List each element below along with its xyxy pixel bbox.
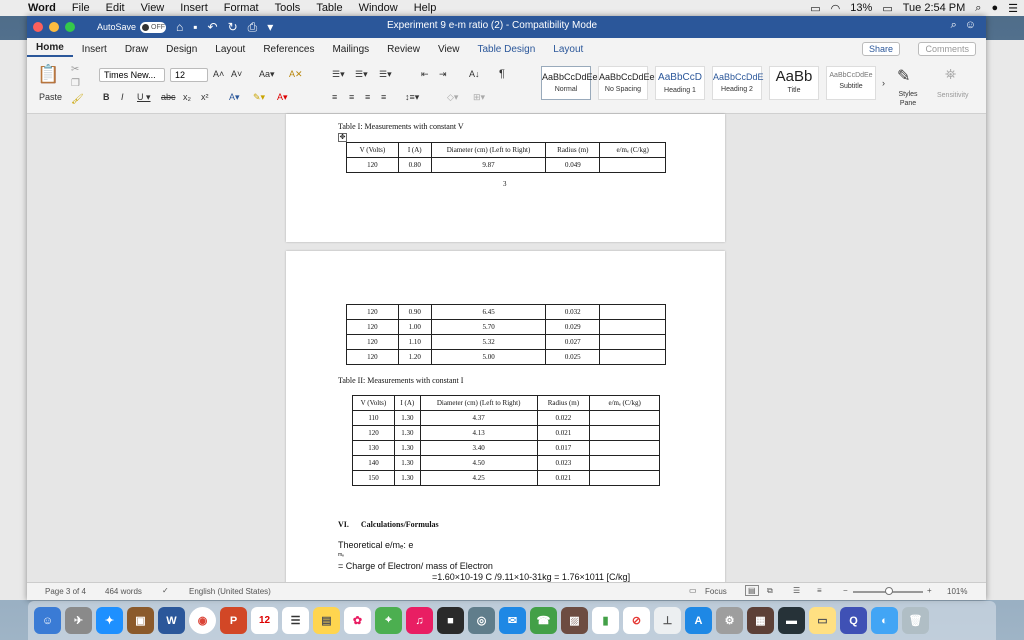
text-effects-icon[interactable]: A▾: [229, 92, 240, 102]
page-3: [286, 114, 725, 242]
table-header-cell[interactable]: I (A): [398, 143, 431, 158]
table-cell[interactable]: 0.022: [537, 411, 590, 426]
justify-icon[interactable]: ≡: [381, 92, 387, 102]
tab-view[interactable]: View: [437, 43, 460, 55]
terminal-icon[interactable]: ▬: [778, 607, 805, 634]
table-cell[interactable]: 120: [347, 335, 399, 350]
menu-help[interactable]: Help: [413, 2, 437, 14]
photos-icon[interactable]: ✿: [344, 607, 371, 634]
table-cell[interactable]: 3.40: [420, 441, 537, 456]
table-row: [347, 158, 666, 173]
smiley-feedback-icon[interactable]: ☺: [964, 19, 976, 31]
style-title[interactable]: [769, 66, 819, 100]
zoom-slider[interactable]: [853, 591, 923, 593]
tab-insert[interactable]: Insert: [81, 43, 107, 55]
styles-pane-button[interactable]: Styles Pane: [898, 91, 918, 107]
table-cell[interactable]: [590, 426, 660, 441]
sort-icon[interactable]: A↓: [469, 69, 480, 79]
photo-booth-icon[interactable]: ◎: [468, 607, 495, 634]
style-no-spacing-label: No Spacing: [604, 86, 642, 93]
background-window-left: [0, 40, 27, 600]
siri-icon[interactable]: ●: [991, 2, 999, 14]
undo-icon[interactable]: ↶: [207, 20, 218, 34]
style-heading2[interactable]: [712, 66, 762, 100]
stickies-icon[interactable]: ▭: [809, 607, 836, 634]
menu-table[interactable]: Table: [316, 2, 343, 14]
table-cell[interactable]: 0.021: [537, 426, 590, 441]
grow-font-icon[interactable]: A˄: [213, 69, 225, 79]
table-row: [347, 320, 666, 335]
style-title-preview: AaBb: [775, 68, 813, 85]
superscript-icon[interactable]: x²: [201, 92, 209, 102]
style-heading1[interactable]: [655, 66, 705, 100]
table-cell[interactable]: [600, 350, 666, 365]
notification-center-icon[interactable]: ☰: [1008, 2, 1018, 15]
table-cell[interactable]: 140: [353, 456, 395, 471]
draft-view-icon[interactable]: ≡: [817, 586, 822, 595]
outline-view-icon[interactable]: ☰: [793, 586, 801, 595]
battery-icon[interactable]: ▭: [882, 2, 893, 15]
styles-pane-icon[interactable]: ✎: [897, 68, 911, 85]
table-cell[interactable]: 0.025: [546, 350, 600, 365]
font-color-icon[interactable]: A▾: [277, 92, 288, 102]
finder-icon[interactable]: ☺: [34, 607, 61, 634]
table-header-cell[interactable]: I (A): [394, 396, 420, 411]
language[interactable]: English (United States): [189, 587, 271, 596]
table-row: [353, 471, 660, 486]
word-count[interactable]: 464 words: [105, 587, 142, 596]
table-cell[interactable]: 1.00: [398, 320, 431, 335]
table-header-cell[interactable]: V (Volts): [347, 143, 399, 158]
music-icon[interactable]: ♫: [406, 607, 433, 634]
table-header-cell[interactable]: V (Volts): [353, 396, 395, 411]
table-cell[interactable]: [590, 456, 660, 471]
zoom-out-icon[interactable]: −: [843, 586, 848, 595]
menu-app-name[interactable]: Word: [28, 2, 56, 14]
notes-icon[interactable]: ▤: [313, 607, 340, 634]
theoretical-label: Theoretical e/mₑ: e: [338, 540, 414, 550]
tab-design[interactable]: Design: [166, 43, 198, 55]
align-right-icon[interactable]: ≡: [365, 92, 371, 102]
airplay-icon[interactable]: ▭: [810, 2, 821, 15]
paste-icon[interactable]: 📋: [37, 64, 60, 84]
change-case-icon[interactable]: Aa▾: [259, 69, 275, 79]
home-icon[interactable]: ⌂: [176, 20, 184, 34]
table-cell[interactable]: 0.029: [546, 320, 600, 335]
print-icon[interactable]: ⎙: [247, 19, 258, 34]
autosave-control[interactable]: [97, 22, 166, 33]
menu-window[interactable]: Window: [358, 2, 398, 14]
powerpoint-icon[interactable]: P: [220, 607, 247, 634]
gpu-utility-icon[interactable]: ▦: [747, 607, 774, 634]
section-heading: [338, 520, 439, 529]
format-painter-icon[interactable]: 🖌: [71, 94, 84, 105]
cut-icon[interactable]: ✂: [71, 64, 80, 75]
section-number: VI.: [338, 520, 349, 529]
table1-caption: Table I: Measurements with constant V: [338, 122, 464, 131]
table-cell[interactable]: 5.70: [431, 320, 546, 335]
table-row: [347, 305, 666, 320]
table-header-cell[interactable]: Radius (m): [537, 396, 590, 411]
table-cell[interactable]: 150: [353, 471, 395, 486]
table-cell[interactable]: 1.30: [394, 411, 420, 426]
style-heading2-preview: AaBbCcDdE: [713, 72, 764, 82]
web-layout-icon[interactable]: ⧉: [767, 586, 773, 595]
autosave-label: AutoSave: [97, 22, 137, 32]
style-subtitle-preview: AaBbCcDdEe: [829, 72, 873, 79]
shrink-font-icon[interactable]: A˅: [231, 69, 243, 79]
align-center-icon[interactable]: ≡: [349, 92, 355, 102]
page-count[interactable]: Page 3 of 4: [45, 587, 86, 596]
zoom-window-icon[interactable]: [65, 22, 75, 32]
table-header-cell[interactable]: Diameter (cm) (Left to Right): [420, 396, 537, 411]
menu-edit[interactable]: Edit: [105, 2, 125, 14]
tab-mailings[interactable]: Mailings: [332, 43, 370, 55]
table-cell[interactable]: [600, 158, 666, 173]
table-cell[interactable]: 120: [347, 305, 399, 320]
close-window-icon[interactable]: [33, 22, 43, 32]
app-store-icon[interactable]: A: [685, 607, 712, 634]
mac-menubar: [0, 0, 1024, 16]
menu-insert[interactable]: Insert: [180, 2, 208, 14]
paste-button-label[interactable]: Paste: [39, 92, 63, 102]
quicktime-icon[interactable]: Q: [840, 607, 867, 634]
table-header-cell[interactable]: e/mₑ (C/kg): [590, 396, 660, 411]
ribbon-home: [27, 60, 986, 114]
style-normal-preview: AaBbCcDdEe: [542, 72, 598, 82]
table-cell[interactable]: 1.30: [394, 471, 420, 486]
spotlight-icon[interactable]: ⌕: [975, 1, 982, 14]
table-cell[interactable]: [590, 441, 660, 456]
align-left-icon[interactable]: ≡: [332, 92, 338, 102]
table2[interactable]: [352, 395, 660, 486]
table-row: [353, 411, 660, 426]
table-row: [353, 456, 660, 471]
contacts-icon[interactable]: ▣: [127, 607, 154, 634]
trash-icon[interactable]: 🗑: [902, 607, 929, 634]
battery-percent[interactable]: 13%: [850, 2, 873, 14]
strikethrough-icon[interactable]: abc: [161, 92, 176, 102]
chrome-icon[interactable]: ◉: [189, 607, 216, 634]
table1-part2[interactable]: [346, 304, 666, 365]
table-cell[interactable]: [590, 411, 660, 426]
table-cell[interactable]: [600, 305, 666, 320]
copy-icon[interactable]: ❐: [71, 78, 80, 89]
clock[interactable]: Tue 2:54 PM: [902, 2, 966, 14]
style-subtitle[interactable]: [826, 66, 876, 100]
network-utility-icon[interactable]: ◐: [871, 607, 898, 634]
ribbon-tabs: [27, 38, 986, 60]
table-move-handle-icon[interactable]: ✥: [339, 133, 346, 141]
reminders-icon[interactable]: ☰: [282, 607, 309, 634]
tab-layout[interactable]: Layout: [215, 43, 246, 55]
zoom-percent[interactable]: 101%: [947, 587, 968, 596]
background-window-right: [986, 40, 1024, 600]
table-cell[interactable]: 120: [347, 320, 399, 335]
bold-icon[interactable]: B: [103, 92, 110, 102]
style-subtitle-label: Subtitle: [839, 83, 863, 90]
table-cell[interactable]: 110: [353, 411, 395, 426]
tab-home[interactable]: Home: [27, 42, 73, 57]
facetime-icon[interactable]: ■: [437, 607, 464, 634]
proofing-icon[interactable]: ✓: [162, 586, 169, 595]
style-normal[interactable]: [541, 66, 598, 100]
word-window: [27, 16, 986, 600]
table-header-cell[interactable]: e/mₑ (C/kg): [600, 143, 666, 158]
focus-button[interactable]: Focus: [705, 587, 727, 596]
section-title: Calculations/Formulas: [360, 520, 439, 529]
document-title: Experiment 9 e-m ratio (2) - Compatibility Mode: [387, 20, 598, 31]
zoom-in-icon[interactable]: +: [927, 586, 932, 595]
news-icon[interactable]: ⊘: [623, 607, 650, 634]
table-header-cell[interactable]: Radius (m): [546, 143, 600, 158]
table-cell[interactable]: 4.50: [420, 456, 537, 471]
minimize-window-icon[interactable]: [49, 22, 59, 32]
page-4: [286, 251, 725, 591]
maps-icon[interactable]: ⌖: [375, 607, 402, 634]
multilevel-list-icon[interactable]: ☰▾: [379, 69, 392, 79]
style-heading2-label: Heading 2: [721, 86, 753, 93]
italic-icon[interactable]: I: [121, 92, 124, 102]
table-header-cell[interactable]: Diameter (cm) (Left to Right): [431, 143, 546, 158]
table-cell[interactable]: 9.87: [431, 158, 546, 173]
subscript-icon[interactable]: x₂: [183, 92, 191, 102]
table-cell[interactable]: 6.45: [431, 305, 546, 320]
highlight-icon[interactable]: ✎▾: [253, 92, 266, 102]
borders-icon[interactable]: ⊞▾: [473, 92, 486, 102]
table-cell[interactable]: 4.13: [420, 426, 537, 441]
table-cell[interactable]: 130: [353, 441, 395, 456]
numbering-icon[interactable]: ☰▾: [355, 69, 368, 79]
menu-file[interactable]: File: [71, 2, 90, 14]
table1-part1[interactable]: [346, 142, 666, 173]
mass-subscript: mₑ: [338, 552, 345, 558]
sensitivity-button[interactable]: Sensitivity: [937, 92, 969, 99]
menu-view[interactable]: View: [140, 2, 165, 14]
launchpad-icon[interactable]: ✈: [65, 607, 92, 634]
keynote-icon[interactable]: ⊥: [654, 607, 681, 634]
table-cell[interactable]: 0.027: [546, 335, 600, 350]
tab-draw[interactable]: Draw: [124, 43, 149, 55]
table-cell[interactable]: 120: [353, 426, 395, 441]
table-cell[interactable]: 0.90: [398, 305, 431, 320]
wifi-icon[interactable]: ◠: [830, 2, 841, 15]
save-icon[interactable]: ▪: [193, 20, 198, 34]
messages-icon[interactable]: ✉: [499, 607, 526, 634]
calendar-icon[interactable]: 12: [251, 607, 278, 634]
redo-icon[interactable]: ↻: [227, 20, 238, 34]
table-cell[interactable]: 1.30: [394, 426, 420, 441]
font-size-select[interactable]: 12: [170, 68, 208, 82]
formula-line-2: =1.60×10-19 C /9.11×10-31kg = 1.76×1011 [C/kg]: [432, 572, 631, 582]
sensitivity-icon[interactable]: ⛯: [945, 66, 957, 82]
menu-format[interactable]: Format: [223, 2, 259, 14]
line-spacing-icon[interactable]: ↕≡▾: [405, 92, 420, 102]
numbers-icon[interactable]: ▮: [592, 607, 619, 634]
tab-table-layout[interactable]: Layout: [553, 43, 584, 55]
table-cell[interactable]: 120: [347, 350, 399, 365]
zoom-slider-thumb[interactable]: [885, 587, 893, 595]
status-bar: [27, 582, 986, 600]
clear-formatting-icon[interactable]: A✕: [289, 69, 303, 79]
styles-gallery-more-icon[interactable]: ›: [882, 78, 885, 88]
title-bar: [27, 16, 986, 38]
comments-button[interactable]: Comments: [918, 42, 976, 56]
table-cell[interactable]: 1.30: [394, 456, 420, 471]
table-cell[interactable]: 4.37: [420, 411, 537, 426]
table-cell[interactable]: 0.021: [537, 471, 590, 486]
style-heading1-label: Heading 1: [664, 87, 696, 94]
decrease-indent-icon[interactable]: ⇤: [421, 69, 429, 79]
table-row: [353, 441, 660, 456]
safari-icon[interactable]: ✦: [96, 607, 123, 634]
table-cell[interactable]: 0.023: [537, 456, 590, 471]
table-cell[interactable]: 120: [347, 158, 399, 173]
style-no-spacing-preview: AaBbCcDdEe: [599, 72, 655, 82]
facetime-video-icon[interactable]: ☎: [530, 607, 557, 634]
table-cell[interactable]: 0.032: [546, 305, 600, 320]
document-canvas[interactable]: [27, 114, 986, 582]
formula-line-1: = Charge of Electron/ mass of Electron: [338, 561, 493, 571]
tab-review[interactable]: Review: [387, 43, 420, 55]
show-formatting-icon[interactable]: ¶: [499, 68, 505, 80]
table-row: [347, 350, 666, 365]
table-cell[interactable]: 0.80: [398, 158, 431, 173]
menu-tools[interactable]: Tools: [274, 2, 301, 14]
search-icon[interactable]: ⌕: [950, 19, 957, 31]
table-cell[interactable]: [590, 471, 660, 486]
customize-toolbar-icon[interactable]: ▾: [267, 20, 274, 34]
style-no-spacing[interactable]: [598, 66, 655, 100]
table-row: [353, 426, 660, 441]
table2-caption: Table II: Measurements with constant I: [338, 376, 464, 385]
table-cell[interactable]: 1.10: [398, 335, 431, 350]
focus-icon[interactable]: ▭: [689, 586, 697, 595]
increase-indent-icon[interactable]: ⇥: [439, 69, 447, 79]
font-name-select[interactable]: Times New...: [99, 68, 165, 82]
table-cell[interactable]: 1.30: [394, 441, 420, 456]
tab-references[interactable]: References: [263, 43, 315, 55]
system-preferences-icon[interactable]: ⚙: [716, 607, 743, 634]
tab-table-design[interactable]: Table Design: [477, 43, 536, 55]
table-cell[interactable]: 5.32: [431, 335, 546, 350]
table-row: [347, 335, 666, 350]
table-cell[interactable]: [600, 320, 666, 335]
style-heading1-preview: AaBbCcD: [658, 72, 702, 83]
share-button[interactable]: Share: [862, 42, 900, 56]
table-cell[interactable]: 0.017: [537, 441, 590, 456]
shading-icon[interactable]: ◇▾: [447, 92, 459, 102]
bullets-icon[interactable]: ☰▾: [332, 69, 345, 79]
word-icon[interactable]: W: [158, 607, 185, 634]
autosave-toggle[interactable]: OFF: [140, 22, 166, 33]
preview-icon[interactable]: ▨: [561, 607, 588, 634]
print-layout-icon[interactable]: ▤: [745, 585, 759, 596]
table-cell[interactable]: 1.20: [398, 350, 431, 365]
style-normal-label: Normal: [554, 86, 578, 93]
table-cell[interactable]: [600, 335, 666, 350]
table-cell[interactable]: 4.25: [420, 471, 537, 486]
dock: [28, 601, 996, 640]
page-number: 3: [503, 180, 507, 188]
underline-icon[interactable]: U ▾: [137, 92, 151, 102]
style-title-label: Title: [787, 87, 801, 94]
table-cell[interactable]: 0.049: [546, 158, 600, 173]
table-cell[interactable]: 5.00: [431, 350, 546, 365]
